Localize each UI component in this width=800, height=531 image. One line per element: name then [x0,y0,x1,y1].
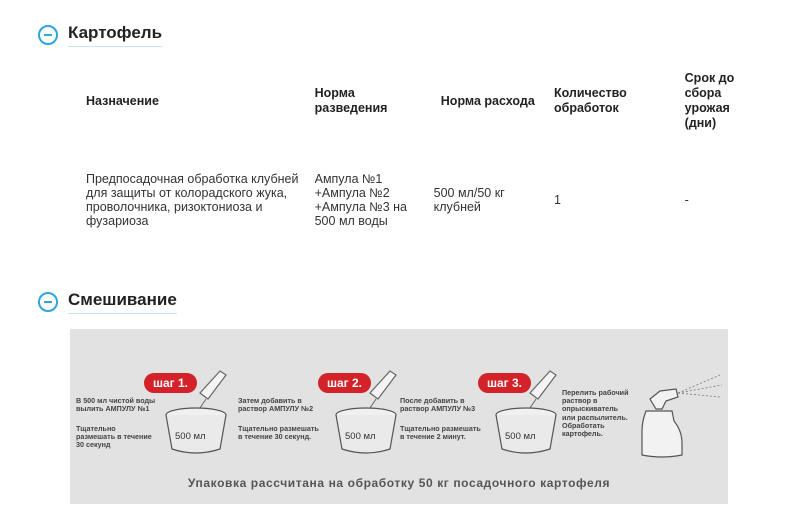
cell-purpose: Предпосадочная обработка клубней для защиты от колорадского жука, проволочника, ризоктониоза и фузариоза [86,172,299,228]
step1-text: В 500 мл чистой воды вылить АМПУЛУ №1 [76,396,156,414]
cell-consumption: 500 мл/50 кг клубней [433,186,505,214]
bowl-icon [332,367,402,459]
collapse-icon[interactable] [38,292,58,312]
step3-text-stir: Тщательно размешать в течение 2 минут. [400,424,481,442]
step1-badge: шаг 1. [144,373,197,393]
final-step-text: Перелить рабочий раствор в опрыскиватель или распылитель. Обработать картофель. [562,388,629,439]
cell-treatments: 1 [553,193,561,207]
bowl-icon [492,367,562,459]
step2-text-stir: Тщательно размешать в течение 30 секунд. [238,424,319,442]
col-header-treatments: Количество обработок [553,86,627,115]
col-header-harvest: Срок до сбора урожая (дни) [684,71,735,130]
col-header-purpose: Назначение [86,93,159,108]
step3-volume: 500 мл [505,431,536,442]
table-header-row [80,62,760,140]
cell-harvest-days: - [684,193,689,207]
step2-text: Затем добавить в раствор АМПУЛУ №2 [238,396,314,414]
cell-dilution: Ампула №1 +Ампула №2 +Ампула №3 на 500 мл воды [314,172,407,228]
col-header-dilution: Норма разведения [314,86,388,115]
package-note: Упаковка рассчитана на обработку 50 кг посадочного картофеля [187,476,611,490]
section-mixing-header[interactable] [38,290,177,314]
mixing-instructions-image [70,329,728,504]
section-potato-header[interactable] [38,23,162,47]
step1-volume: 500 мл [175,431,206,442]
norms-table [80,62,760,260]
collapse-icon[interactable] [38,25,58,45]
step2-volume: 500 мл [345,431,376,442]
section-title-potato: Картофель [68,23,162,47]
step3-text: После добавить в раствор АМПУЛУ №3 [400,396,476,414]
col-header-consumption: Норма расхода [440,93,535,108]
step1-text-stir: Тщательно размешать в течение 30 секунд [76,424,152,450]
bowl-icon [162,367,232,459]
table-row [80,140,760,260]
section-title-mixing: Смешивание [68,290,177,314]
sprayer-icon [632,371,724,461]
step2-badge: шаг 2. [318,373,371,393]
step3-badge: шаг 3. [478,373,531,393]
